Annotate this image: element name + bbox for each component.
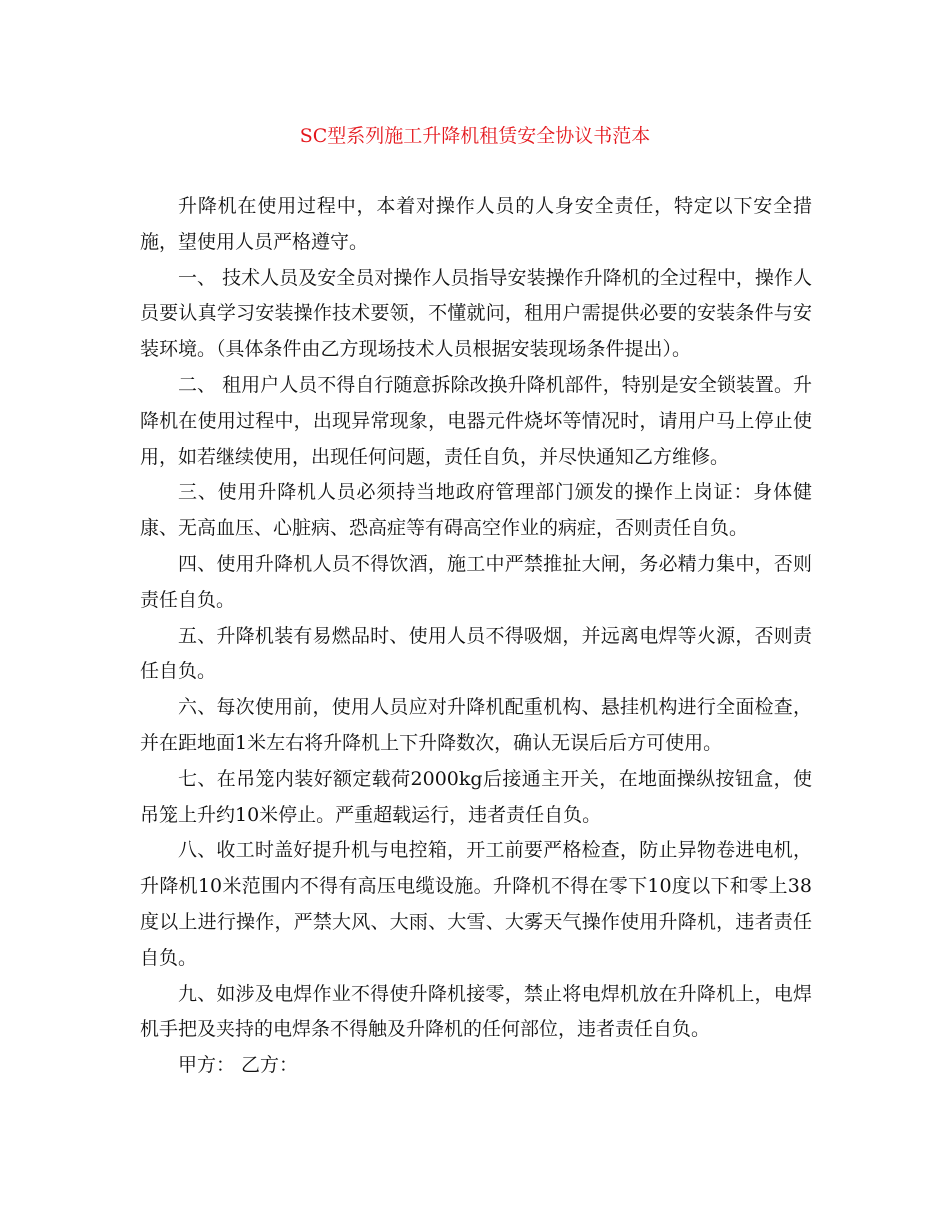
document-body — [140, 189, 812, 1084]
clause-7-paragraph: 七、在吊笼内装好额定载荷2000kg后接通主开关，在地面操纵按钮盒，使吊笼上升约10米停止。严重超载运行，违者责任自负。 — [140, 767, 812, 826]
signature-line: 甲方： 乙方： — [178, 1054, 299, 1077]
clause-8-paragraph: 八、收工时盖好提升机与电控箱，开工前要严格检查，防止异物卷进电机，升降机10米范围内不得有高压电缆设施。升降机不得在零下10度以下和零上38度以上进行操作，严禁大风、大雨、大雪、大雾天气操作使用升降机，违者责任自负。 — [140, 839, 812, 969]
clause-5-paragraph: 五、升降机装有易燃品时、使用人员不得吸烟，并远离电焊等火源，否则责任自负。 — [140, 624, 812, 683]
clause-2-paragraph: 二、 租用户人员不得自行随意拆除改换升降机部件，特别是安全锁装置。升降机在使用过程中，出现异常现象，电器元件烧坏等情况时，请用户马上停止使用，如若继续使用，出现任何问题，责任自负，并尽快通知乙方维修。 — [140, 373, 812, 468]
clause-9-paragraph: 九、如涉及电焊作业不得使升降机接零，禁止将电焊机放在升降机上，电焊机手把及夹持的电焊条不得触及升降机的任何部位，违者责任自负。 — [140, 982, 812, 1041]
document-title: SC型系列施工升降机租赁安全协议书范本 — [299, 125, 651, 147]
clause-3-paragraph: 三、使用升降机人员必须持当地政府管理部门颁发的操作上岗证：身体健康、无高血压、心脏病、恐高症等有碍高空作业的病症，否则责任自负。 — [140, 481, 812, 540]
clause-6-paragraph: 六、每次使用前，使用人员应对升降机配重机构、悬挂机构进行全面检查，并在距地面1米左右将升降机上下升降数次，确认无误后后方可使用。 — [140, 696, 812, 754]
clause-4-paragraph: 四、使用升降机人员不得饮酒，施工中严禁推扯大闸，务必精力集中，否则责任自负。 — [140, 552, 812, 611]
intro-paragraph: 升降机在使用过程中，本着对操作人员的人身安全责任，特定以下安全措施，望使用人员严格遵守。 — [140, 195, 812, 253]
clause-1-paragraph: 一、 技术人员及安全员对操作人员指导安装操作升降机的全过程中，操作人员要认真学习安装操作技术要领，不懂就问，租用户需提供必要的安装条件与安装环境。（具体条件由乙方现场技术人员根据安装现场条件提出）。 — [140, 266, 812, 361]
